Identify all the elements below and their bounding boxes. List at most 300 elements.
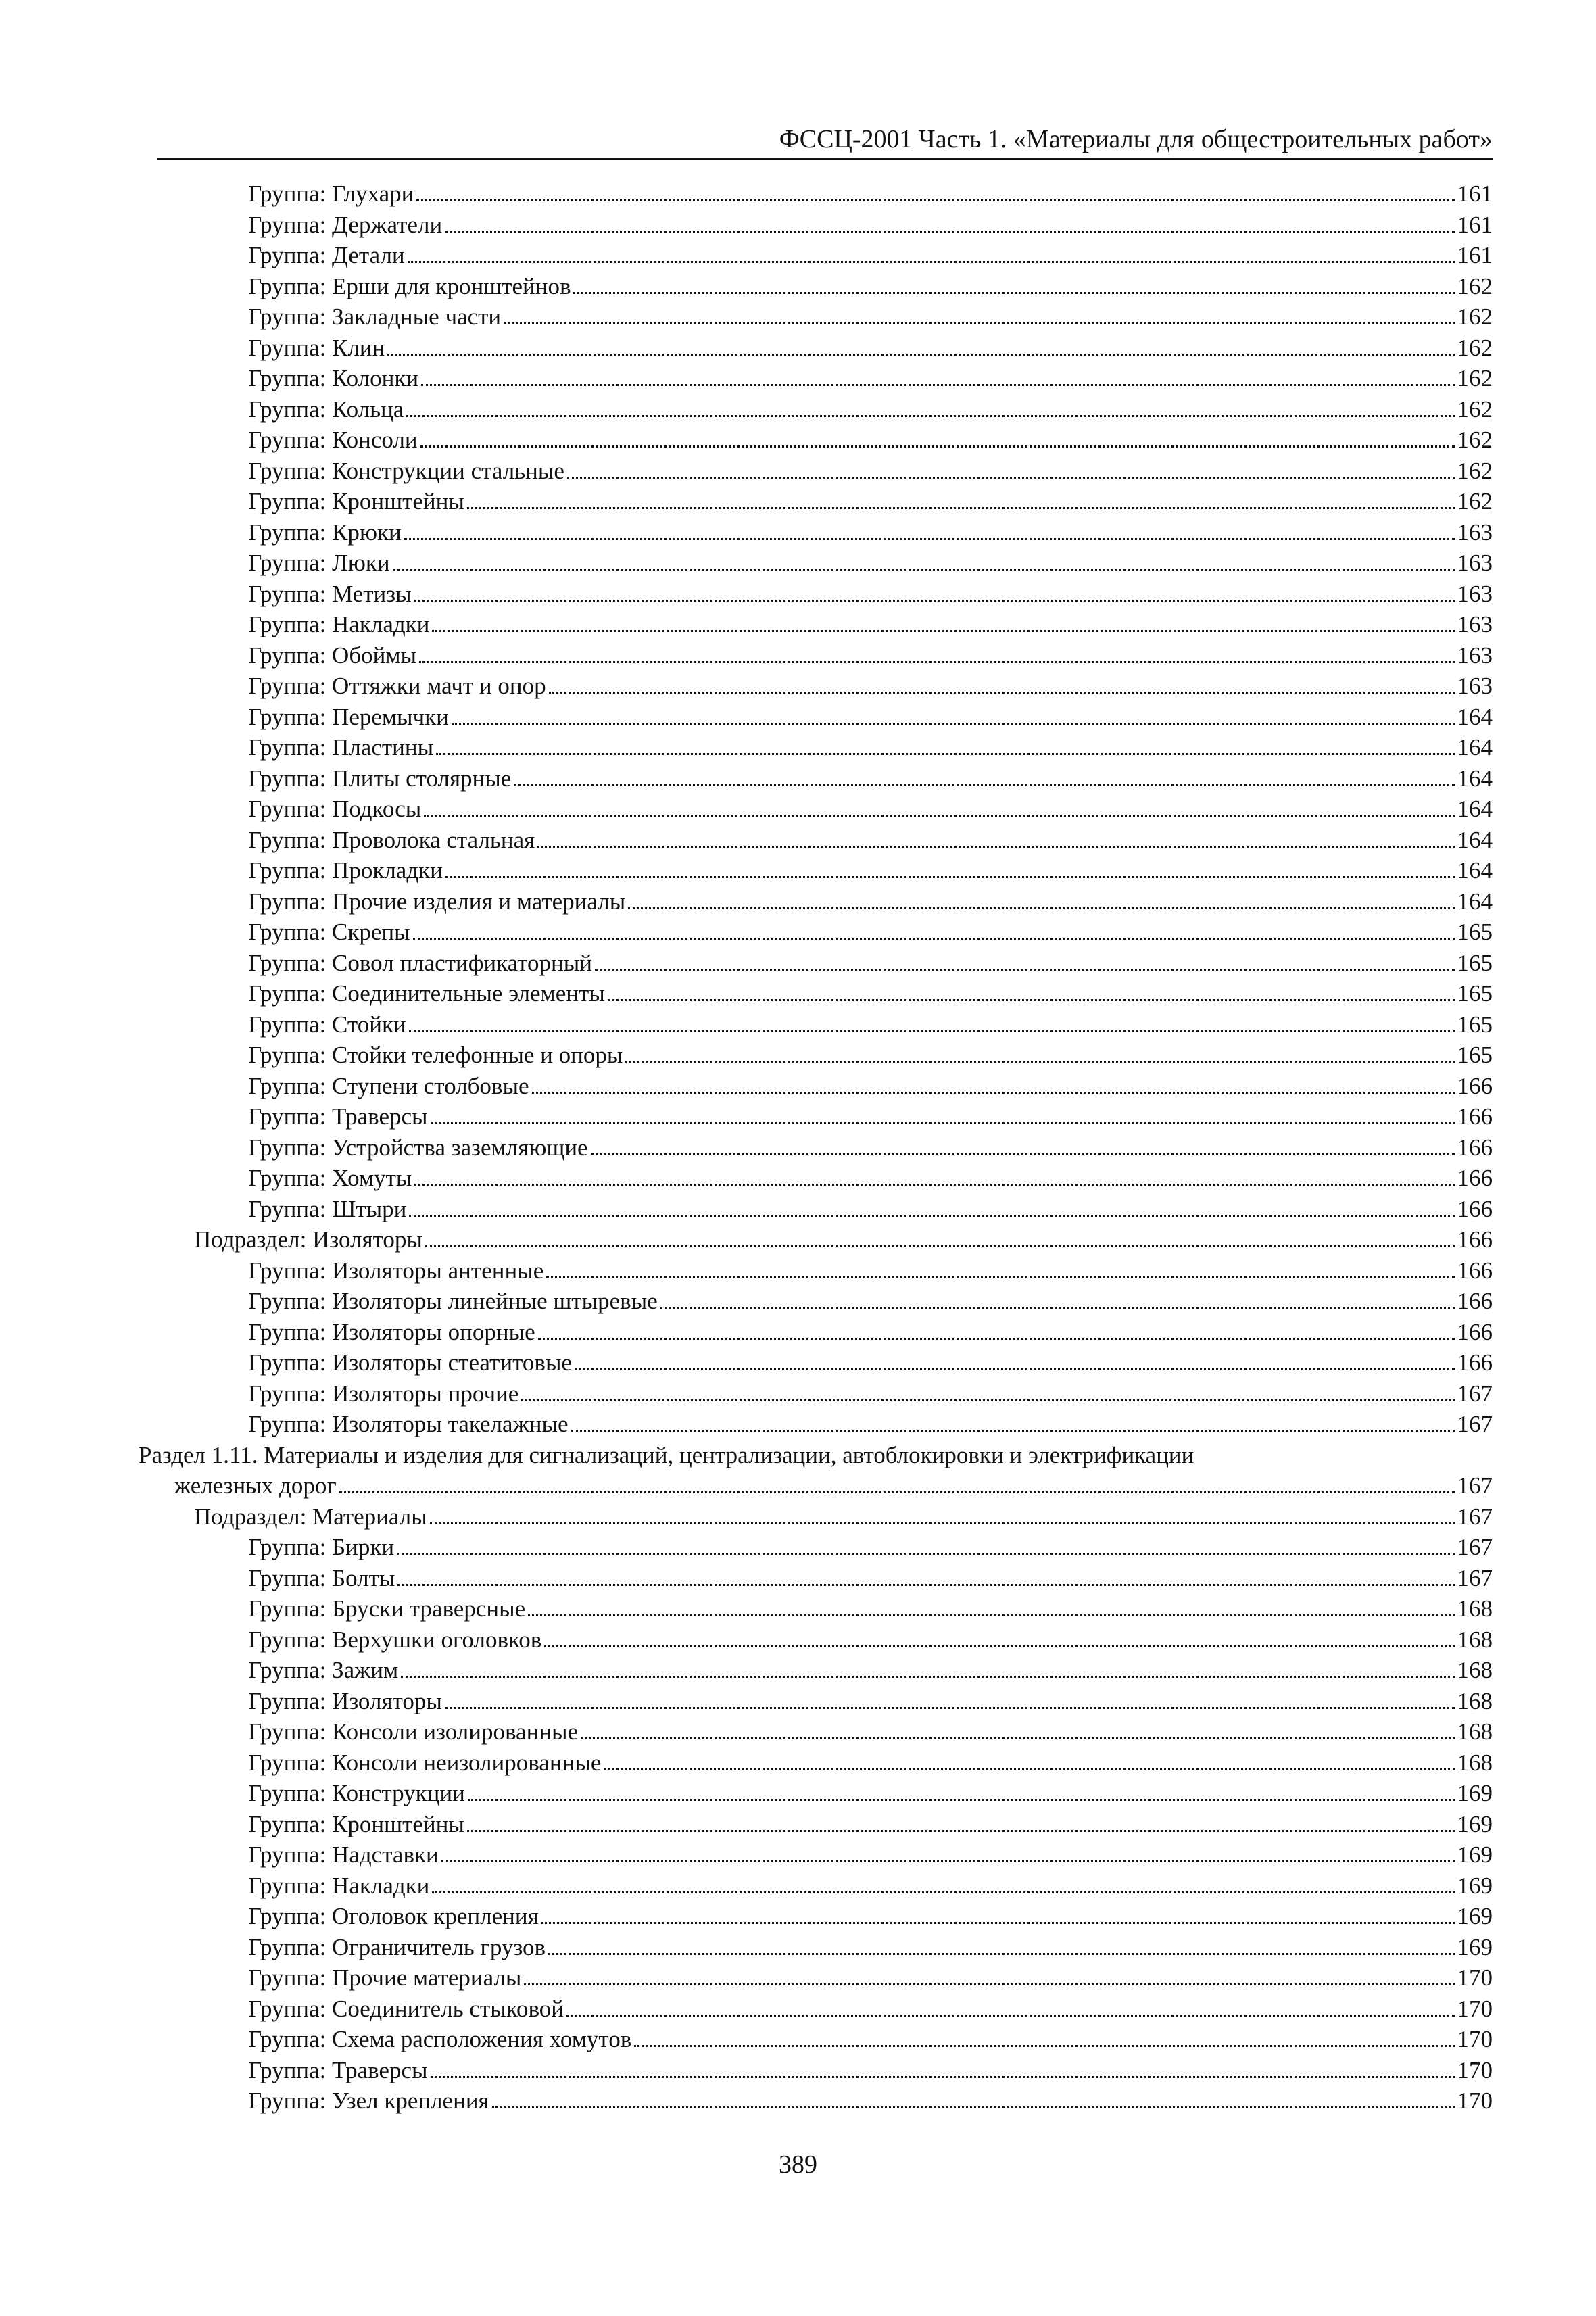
toc-entry[interactable] xyxy=(248,1040,1493,1071)
dot-leader xyxy=(387,354,1454,356)
toc-entry-page: 169 xyxy=(1457,1903,1493,1929)
toc-entry-page: 170 xyxy=(1457,2088,1493,2114)
toc-entry[interactable] xyxy=(248,548,1493,579)
dot-leader xyxy=(524,1983,1454,1985)
toc-entry-title: Группа: Конструкции стальные xyxy=(248,457,564,484)
toc-row xyxy=(0,2085,1596,2117)
toc-entry-title: Группа: Верхушки оголовков xyxy=(248,1626,542,1653)
toc-row xyxy=(0,363,1596,394)
toc-entry-page: 169 xyxy=(1457,1841,1493,1868)
toc-entry-page: 163 xyxy=(1457,518,1493,546)
toc-group-list-c xyxy=(0,1532,1596,2117)
toc-entry-title: Группа: Зажим xyxy=(248,1657,399,1683)
toc-entry-title: Группа: Ступени столбовые xyxy=(248,1072,529,1099)
toc-entry-title: Подраздел: Изоляторы xyxy=(194,1226,422,1253)
toc-row xyxy=(0,2055,1596,2086)
toc-row xyxy=(0,1871,1596,1902)
toc-row xyxy=(0,2024,1596,2055)
toc-entry-page: 168 xyxy=(1457,1657,1493,1683)
toc-entry-title: Группа: Траверсы xyxy=(248,2056,428,2083)
toc-row xyxy=(0,825,1596,856)
toc-entry-page: 166 xyxy=(1457,1288,1493,1314)
toc-entry-page: 164 xyxy=(1457,734,1493,761)
toc-entry[interactable] xyxy=(248,1409,1493,1440)
toc-entry[interactable] xyxy=(248,2055,1493,2086)
toc-entry[interactable] xyxy=(248,1532,1493,1563)
toc-entry[interactable] xyxy=(248,1132,1493,1163)
toc-row xyxy=(0,1194,1596,1225)
toc-entry-title: Группа: Оттяжки мачт и опор xyxy=(248,673,546,699)
toc-subsection-insulators[interactable] xyxy=(194,1224,1493,1255)
toc-row xyxy=(0,425,1596,456)
toc-entry-title: Группа: Устройства заземляющие xyxy=(248,1134,588,1161)
dot-leader xyxy=(445,231,1454,233)
toc-entry[interactable] xyxy=(248,517,1493,548)
toc-entry-title: Группа: Клин xyxy=(248,334,385,361)
toc-entry[interactable] xyxy=(248,1655,1493,1686)
toc-entry[interactable] xyxy=(248,763,1493,794)
dot-leader xyxy=(549,692,1455,694)
toc-entry-title: Группа: Надставки xyxy=(248,1841,439,1868)
toc-entry-page: 165 xyxy=(1457,1042,1493,1068)
dot-leader xyxy=(401,1676,1454,1678)
toc-entry-page: 162 xyxy=(1457,365,1493,391)
toc-entry-page: 161 xyxy=(1457,180,1493,207)
toc-entry[interactable] xyxy=(248,1686,1493,1717)
toc-entry-title: Группа: Бруски траверсные xyxy=(248,1595,526,1622)
toc-entry-title: Группа: Кронштейны xyxy=(248,488,464,514)
dot-leader xyxy=(425,1245,1455,1247)
toc-entry-title: Группа: Перемычки xyxy=(248,703,449,730)
toc-entry-title: Группа: Изоляторы линейные штыревые xyxy=(248,1288,658,1314)
dot-leader xyxy=(416,199,1454,201)
toc-entry-title: Группа: Изоляторы опорные xyxy=(248,1318,535,1345)
toc-entry[interactable] xyxy=(248,886,1493,917)
toc-entry[interactable] xyxy=(248,456,1493,487)
toc-entry[interactable] xyxy=(248,240,1493,271)
toc-entry[interactable] xyxy=(248,1071,1493,1102)
toc-entry-page: 165 xyxy=(1457,919,1493,945)
toc-entry-title: Группа: Конструкции xyxy=(248,1780,465,1806)
toc-entry-title: Группа: Накладки xyxy=(248,1872,430,1899)
dot-leader xyxy=(468,1799,1455,1801)
dot-leader xyxy=(604,1768,1454,1770)
toc-entry[interactable] xyxy=(248,2085,1493,2117)
toc-row xyxy=(0,1255,1596,1286)
dot-leader xyxy=(441,1860,1455,1862)
toc-entry-page: 164 xyxy=(1457,703,1493,730)
toc-entry-page: 168 xyxy=(1457,1749,1493,1776)
toc-entry[interactable] xyxy=(248,1378,1493,1409)
dot-leader xyxy=(628,907,1454,909)
toc-entry[interactable] xyxy=(248,978,1493,1009)
toc-entry-page: 161 xyxy=(1457,242,1493,268)
dot-leader xyxy=(432,1891,1454,1893)
toc-entry-page: 163 xyxy=(1457,673,1493,699)
toc-entry-page: 170 xyxy=(1457,1995,1493,2022)
toc-entry-title: Группа: Изоляторы такелажные xyxy=(248,1411,569,1437)
toc-entry[interactable] xyxy=(248,1778,1493,1809)
toc-entry-page: 164 xyxy=(1457,826,1493,853)
toc-entry-title: Группа: Кольца xyxy=(248,395,404,423)
toc-entry[interactable] xyxy=(248,579,1493,610)
dot-leader xyxy=(634,2045,1454,2047)
toc-entry[interactable] xyxy=(248,855,1493,886)
toc-entry-title: Группа: Колонки xyxy=(248,365,419,391)
dot-leader xyxy=(608,999,1455,1001)
toc-entry[interactable] xyxy=(248,1101,1493,1132)
toc-entry-title: Группа: Стойки xyxy=(248,1011,406,1038)
toc-entry-page: 167 xyxy=(1457,1564,1493,1591)
toc-entry-title: Группа: Метизы xyxy=(248,580,412,607)
dot-leader xyxy=(492,2106,1455,2108)
toc-entry-page: 168 xyxy=(1457,1687,1493,1714)
toc-row xyxy=(0,917,1596,948)
toc-entry-page: 162 xyxy=(1457,488,1493,514)
toc-entry-title: Группа: Подкосы xyxy=(248,796,422,822)
toc-entry-page: 168 xyxy=(1457,1626,1493,1653)
toc-entry-page: 167 xyxy=(1457,1411,1493,1437)
toc-row xyxy=(0,1040,1596,1071)
toc-row xyxy=(0,178,1596,210)
toc-row xyxy=(0,1409,1596,1440)
toc-entry-page: 166 xyxy=(1457,1257,1493,1284)
toc-entry-title: Группа: Оголовок крепления xyxy=(248,1903,539,1929)
toc-entry-title: Группа: Изоляторы стеатитовые xyxy=(248,1349,572,1376)
toc-entry-page: 162 xyxy=(1457,427,1493,453)
toc-entry[interactable] xyxy=(248,363,1493,394)
toc-entry-title: Группа: Закладные части xyxy=(248,304,502,330)
toc-entry[interactable] xyxy=(248,1255,1493,1286)
toc-entry[interactable] xyxy=(248,333,1493,364)
toc-row xyxy=(0,671,1596,702)
toc-row xyxy=(0,517,1596,548)
toc-entry-page: 163 xyxy=(1457,611,1493,637)
toc-entry[interactable] xyxy=(248,1839,1493,1871)
dot-leader xyxy=(409,1030,1455,1032)
toc-entry-title: Группа: Стойки телефонные и опоры xyxy=(248,1042,623,1068)
toc-row xyxy=(0,1224,1596,1255)
toc-entry[interactable] xyxy=(248,2024,1493,2055)
toc-entry[interactable] xyxy=(248,486,1493,517)
toc-entry-title: Группа: Глухари xyxy=(248,180,414,207)
toc-entry[interactable] xyxy=(248,1593,1493,1624)
toc-row xyxy=(0,1317,1596,1348)
toc-entry-page: 165 xyxy=(1457,1011,1493,1038)
toc-entry[interactable] xyxy=(248,1347,1493,1378)
toc-entry-page: 162 xyxy=(1457,272,1493,299)
toc-row xyxy=(0,1163,1596,1194)
toc-row xyxy=(0,1378,1596,1409)
dot-leader xyxy=(591,1153,1455,1155)
toc-entry-page: 166 xyxy=(1457,1165,1493,1191)
dot-leader xyxy=(339,1491,1455,1493)
toc-entry-page: 166 xyxy=(1457,1072,1493,1099)
toc-entry[interactable] xyxy=(248,1163,1493,1194)
toc-entry-title: Группа: Прочие изделия и материалы xyxy=(248,888,626,915)
dot-leader xyxy=(414,1184,1454,1186)
dot-leader xyxy=(660,1307,1455,1309)
dot-leader xyxy=(595,969,1454,971)
toc-entry[interactable] xyxy=(248,1286,1493,1317)
toc-row xyxy=(0,1716,1596,1747)
dot-leader xyxy=(528,1614,1454,1616)
toc-row xyxy=(0,1009,1596,1040)
toc-entry-page: 166 xyxy=(1457,1318,1493,1345)
dot-leader xyxy=(424,815,1454,817)
toc-entry-page: 170 xyxy=(1457,2056,1493,2083)
toc-row xyxy=(0,1747,1596,1779)
dot-leader xyxy=(514,784,1454,786)
toc-entry-title: Группа: Крюки xyxy=(248,518,402,546)
toc-entry-title: Подраздел: Материалы xyxy=(194,1503,427,1530)
toc-entry[interactable] xyxy=(248,702,1493,733)
toc-entry-page: 166 xyxy=(1457,1134,1493,1161)
toc-row xyxy=(0,640,1596,671)
dot-leader xyxy=(420,445,1455,448)
toc-row xyxy=(0,702,1596,733)
toc-row xyxy=(0,1994,1596,2025)
toc-row xyxy=(0,456,1596,487)
toc-entry-title: Группа: Скрепы xyxy=(248,919,410,945)
toc-row xyxy=(0,1901,1596,1932)
toc-entry[interactable] xyxy=(248,1871,1493,1902)
table-of-contents xyxy=(0,178,1596,2117)
toc-entry-page: 167 xyxy=(1457,1534,1493,1560)
toc-entry-page: 161 xyxy=(1457,211,1493,238)
toc-row xyxy=(0,1470,1596,1501)
toc-entry[interactable] xyxy=(248,394,1493,425)
dot-leader xyxy=(452,723,1455,725)
toc-entry-title: Группа: Изоляторы прочие xyxy=(248,1380,519,1407)
dot-leader xyxy=(504,322,1454,324)
toc-entry-page: 163 xyxy=(1457,550,1493,576)
toc-entry-page: 164 xyxy=(1457,888,1493,915)
toc-entry-title: Группа: Держатели xyxy=(248,211,443,238)
toc-row xyxy=(0,1839,1596,1871)
toc-entry[interactable] xyxy=(248,1747,1493,1779)
toc-entry-page: 164 xyxy=(1457,857,1493,884)
dot-leader xyxy=(571,1430,1455,1432)
toc-entry-title: Группа: Ограничитель грузов xyxy=(248,1933,546,1960)
toc-entry-title: Группа: Штыри xyxy=(248,1195,407,1222)
toc-entry-page: 165 xyxy=(1457,980,1493,1007)
dot-leader xyxy=(432,630,1454,632)
toc-entry-title: Группа: Люки xyxy=(248,550,390,576)
toc-row xyxy=(0,301,1596,333)
toc-row xyxy=(0,794,1596,825)
toc-entry[interactable] xyxy=(248,1716,1493,1747)
toc-row xyxy=(0,1532,1596,1563)
toc-entry-title: Группа: Хомуты xyxy=(248,1165,412,1191)
toc-entry[interactable] xyxy=(248,794,1493,825)
toc-row xyxy=(0,1440,1596,1471)
toc-entry-page: 168 xyxy=(1457,1718,1493,1745)
toc-row xyxy=(0,1624,1596,1656)
toc-entry-page: 168 xyxy=(1457,1595,1493,1622)
toc-row xyxy=(0,579,1596,610)
toc-entry-title: Группа: Прокладки xyxy=(248,857,443,884)
dot-leader xyxy=(567,477,1455,479)
toc-group-list-a xyxy=(0,178,1596,1224)
toc-entry-title: Группа: Пластины xyxy=(248,734,434,761)
toc-entry-page: 169 xyxy=(1457,1872,1493,1899)
toc-entry[interactable] xyxy=(248,917,1493,948)
toc-entry[interactable] xyxy=(248,1932,1493,1963)
toc-entry-page: 166 xyxy=(1457,1349,1493,1376)
toc-entry-title: Группа: Соединитель стыковой xyxy=(248,1995,564,2022)
toc-entry-title: Группа: Изоляторы xyxy=(248,1687,442,1714)
toc-entry[interactable] xyxy=(248,948,1493,979)
dot-leader xyxy=(393,569,1455,571)
dot-leader xyxy=(414,600,1455,602)
toc-row xyxy=(0,394,1596,425)
toc-entry-title: Группа: Консоли неизолированные xyxy=(248,1749,602,1776)
toc-entry-page: 165 xyxy=(1457,949,1493,976)
running-header xyxy=(157,119,1493,160)
toc-entry-title: Группа: Накладки xyxy=(248,611,430,637)
toc-row xyxy=(0,1778,1596,1809)
toc-entry[interactable] xyxy=(248,1563,1493,1594)
toc-row xyxy=(0,271,1596,302)
toc-row xyxy=(0,1132,1596,1163)
dot-leader xyxy=(419,661,1454,663)
toc-row xyxy=(0,978,1596,1009)
toc-section-heading-line2: железных дорог xyxy=(174,1472,337,1499)
dot-leader xyxy=(546,1276,1454,1278)
toc-entry-title: Группа: Консоли xyxy=(248,427,418,453)
toc-entry[interactable] xyxy=(248,271,1493,302)
toc-entry[interactable] xyxy=(248,425,1493,456)
toc-entry-title: Группа: Болты xyxy=(248,1564,395,1591)
toc-entry-title: Группа: Бирки xyxy=(248,1534,395,1560)
dot-leader xyxy=(408,261,1455,263)
dot-leader xyxy=(625,1061,1454,1063)
toc-row xyxy=(0,548,1596,579)
toc-section-heading-line1[interactable]: Раздел 1.11. Материалы и изделия для сигнализаций, централизации, автоблокировки и электрификации xyxy=(139,1441,1194,1468)
toc-entry-title: Группа: Консоли изолированные xyxy=(248,1718,579,1745)
dot-leader xyxy=(397,1584,1454,1586)
toc-entry[interactable] xyxy=(248,1194,1493,1225)
dot-leader xyxy=(575,1368,1455,1370)
toc-entry-page: 169 xyxy=(1457,1780,1493,1806)
dot-leader xyxy=(537,846,1454,848)
toc-row xyxy=(0,240,1596,271)
dot-leader xyxy=(467,507,1455,509)
toc-entry-title: Группа: Прочие материалы xyxy=(248,1964,522,1991)
toc-row xyxy=(0,1962,1596,1994)
toc-entry[interactable] xyxy=(248,178,1493,210)
toc-row xyxy=(0,210,1596,241)
toc-entry[interactable] xyxy=(248,1009,1493,1040)
dot-leader xyxy=(521,1399,1454,1401)
toc-row xyxy=(0,1809,1596,1840)
toc-entry-page: 166 xyxy=(1457,1103,1493,1130)
dot-leader xyxy=(467,1830,1455,1832)
toc-entry[interactable] xyxy=(248,1901,1493,1932)
toc-row xyxy=(0,1686,1596,1717)
toc-row xyxy=(0,333,1596,364)
toc-entry-page: 169 xyxy=(1457,1810,1493,1837)
toc-row xyxy=(0,732,1596,763)
dot-leader xyxy=(436,753,1454,755)
toc-entry-page: 166 xyxy=(1457,1226,1493,1253)
dot-leader xyxy=(566,2015,1455,2017)
running-header-title: ФССЦ-2001 Часть 1. «Материалы для общестроительных работ» xyxy=(779,125,1493,153)
toc-entry-title: Группа: Плиты столярные xyxy=(248,765,512,792)
toc-entry-title: Группа: Проволока стальная xyxy=(248,826,535,853)
toc-entry-title: Группа: Кронштейны xyxy=(248,1810,464,1837)
toc-row xyxy=(0,609,1596,640)
toc-row xyxy=(0,763,1596,794)
toc-entry[interactable] xyxy=(248,609,1493,640)
toc-entry-page: 169 xyxy=(1457,1933,1493,1960)
toc-row xyxy=(0,886,1596,917)
dot-leader xyxy=(409,1215,1454,1217)
dot-leader xyxy=(548,1953,1454,1955)
dot-leader xyxy=(544,1645,1454,1647)
toc-entry-page: 170 xyxy=(1457,2026,1493,2052)
dot-leader xyxy=(532,1092,1455,1094)
toc-entry-title: Группа: Узел крепления xyxy=(248,2088,489,2114)
toc-entry-title: Группа: Схема расположения хомутов xyxy=(248,2026,632,2052)
dot-leader xyxy=(404,538,1455,540)
toc-entry[interactable] xyxy=(248,1809,1493,1840)
toc-entry-title: Группа: Соединительные элементы xyxy=(248,980,605,1007)
dot-leader xyxy=(397,1553,1454,1555)
toc-row xyxy=(0,1563,1596,1594)
toc-entry[interactable] xyxy=(248,1317,1493,1348)
toc-entry-page: 167 xyxy=(1457,1380,1493,1407)
toc-entry[interactable] xyxy=(248,301,1493,333)
toc-entry-page: 167 xyxy=(1457,1503,1493,1530)
toc-entry-title: Группа: Детали xyxy=(248,242,405,268)
toc-entry[interactable] xyxy=(248,1994,1493,2025)
toc-section-1-11[interactable] xyxy=(174,1470,1493,1501)
dot-leader xyxy=(445,876,1455,878)
toc-row xyxy=(0,1501,1596,1533)
toc-row xyxy=(0,1593,1596,1624)
dot-leader xyxy=(538,1338,1455,1340)
dot-leader xyxy=(413,938,1455,940)
dot-leader xyxy=(445,1707,1455,1709)
toc-entry[interactable] xyxy=(248,732,1493,763)
toc-entry-page: 163 xyxy=(1457,642,1493,669)
toc-entry[interactable] xyxy=(248,825,1493,856)
toc-entry-page: 163 xyxy=(1457,580,1493,607)
toc-row xyxy=(0,1071,1596,1102)
toc-entry-title: Группа: Траверсы xyxy=(248,1103,428,1130)
toc-entry-page: 162 xyxy=(1457,334,1493,361)
dot-leader xyxy=(581,1737,1454,1739)
toc-entry-page: 162 xyxy=(1457,395,1493,423)
toc-entry[interactable] xyxy=(248,1624,1493,1656)
toc-row xyxy=(0,486,1596,517)
toc-entry-page: 167 xyxy=(1457,1472,1493,1499)
toc-entry-title: Группа: Ерши для кронштейнов xyxy=(248,272,571,299)
toc-entry-page: 166 xyxy=(1457,1195,1493,1222)
dot-leader xyxy=(431,2076,1455,2078)
toc-entry[interactable] xyxy=(248,640,1493,671)
toc-row xyxy=(0,1101,1596,1132)
toc-entry[interactable] xyxy=(248,1962,1493,1994)
page-number: 389 xyxy=(779,2150,817,2179)
dot-leader xyxy=(431,1122,1455,1124)
toc-entry[interactable] xyxy=(248,210,1493,241)
toc-entry[interactable] xyxy=(248,671,1493,702)
toc-subsection-materials[interactable] xyxy=(194,1501,1493,1533)
toc-row xyxy=(0,948,1596,979)
